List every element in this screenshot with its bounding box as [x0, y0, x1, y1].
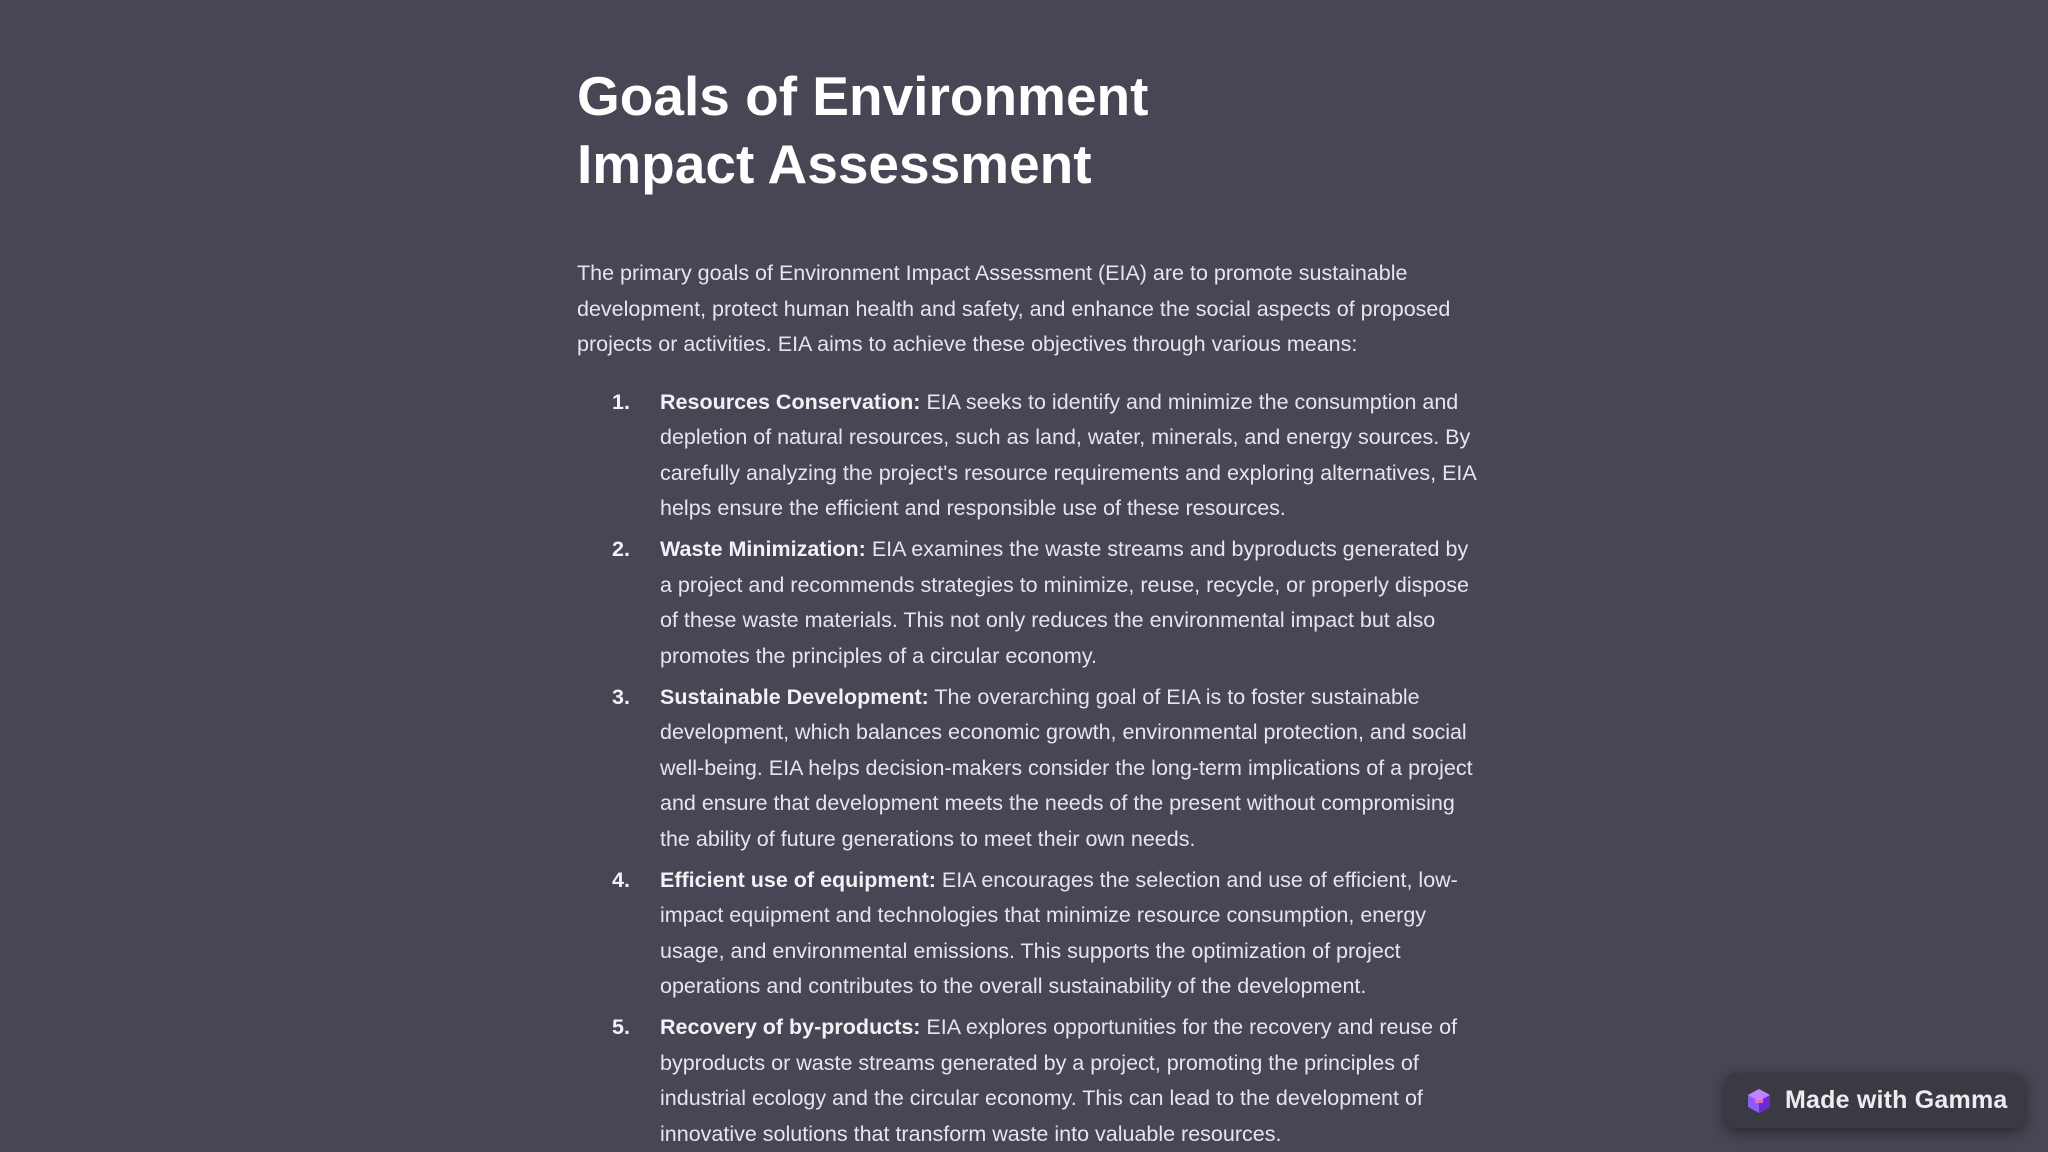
list-item-number: 5.: [612, 1015, 630, 1039]
badge-label: Made with Gamma: [1785, 1086, 2008, 1114]
list-item-text: EIA encourages the selection and use of efficient, low-impact equipment and technologies that minimize resource consumption, energy usage, and environmental emissions. This supports the optimization of project operations and contributes to the overall sustainability of the development.: [660, 867, 1458, 998]
list-item-number: 1.: [612, 389, 630, 414]
page-title: Goals of Environment Impact Assessment: [577, 65, 1149, 195]
list-item-title: Recovery of by-products:: [660, 1015, 921, 1039]
list-item-number: 4.: [612, 867, 630, 892]
list-item-text: EIA seeks to identify and minimize the consumption and depletion of natural resources, such as land, water, minerals, and energy sources. By carefully analyzing the project's resource requirements and exploring alternatives, EIA helps ensure the efficient and responsible use of these resources.: [660, 389, 1476, 520]
list-item-title: Waste Minimization:: [660, 537, 866, 561]
list-item-title: Sustainable Development:: [660, 684, 929, 709]
list-item-text: EIA explores opportunities for the recovery and reuse of byproducts or waste streams generated by a project, promoting the principles of industrial ecology and the circular economy. This can lead to the development of innovative solutions that transform waste into valuable resources.: [660, 1015, 1458, 1146]
list-item: [577, 1010, 1480, 1152]
list-item-text: EIA examines the waste streams and byproducts generated by a project and recommends strategies to minimize, reuse, recycle, or properly dispose of these waste materials. This not only reduces the environmental impact but also promotes the principles of a circular economy.: [660, 537, 1469, 668]
made-with-gamma-button[interactable]: [1725, 1073, 2024, 1128]
gamma-logo-icon: [1747, 1088, 1771, 1114]
list-item-title: Efficient use of equipment:: [660, 867, 936, 892]
goals-list: [577, 385, 1477, 1152]
list-item-text: The overarching goal of EIA is to foster sustainable development, which balances economic growth, environmental protection, and social well-being. EIA helps decision-makers consider the long-term implications of a project and ensure that development meets the needs of the present without compromising the ability of future generations to meet their own needs.: [660, 684, 1473, 851]
slide-content: [577, 62, 1477, 1152]
list-item: [577, 680, 1480, 858]
list-item: [577, 385, 1480, 527]
list-item: [577, 532, 1480, 674]
list-item-number: 2.: [612, 537, 630, 561]
list-item: [577, 863, 1480, 1005]
list-item-number: 3.: [612, 684, 630, 709]
list-item-title: Resources Conservation:: [660, 389, 921, 414]
intro-paragraph: The primary goals of Environment Impact Assessment (EIA) are to promote sustainable development, protect human health and safety, and enhance the social aspects of proposed projects or activities. EIA aims to achieve these objectives through various means:: [577, 261, 1451, 356]
